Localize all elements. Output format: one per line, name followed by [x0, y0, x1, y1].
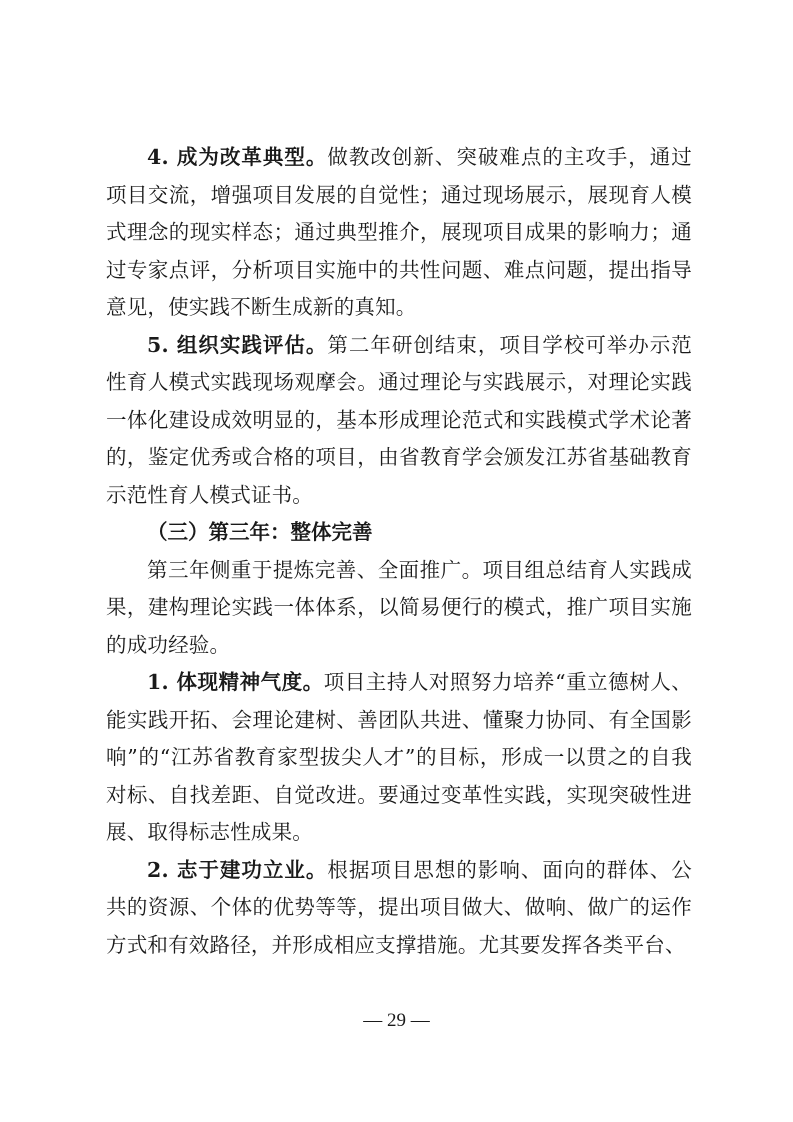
page-content: [106, 139, 692, 964]
page-number: — 29 —: [363, 1010, 430, 1031]
paragraph-third-year-intro: [106, 552, 692, 665]
section-heading-third-year: （三）第三年：整体完善: [147, 520, 373, 544]
paragraph-body: 根据项目思想的影响、面向的群体、公共的资源、个体的优势等等，提出项目做大、做响、做广的运作方式和有效路径，并形成相应支撑措施。尤其要发挥各类平台、: [106, 857, 692, 957]
paragraph-lead: 5. 组织实践评估。: [147, 332, 328, 357]
paragraph-organize-practice-evaluation: [106, 327, 692, 515]
paragraph-embody-spirit: [106, 664, 692, 852]
paragraph-lead: 4. 成为改革典型。: [147, 145, 328, 169]
paragraph-lead: 1. 体现精神气度。: [147, 670, 324, 694]
paragraph-body: 项目主持人对照努力培养“重立德树人、能实践开拓、会理论建树、善团队共进、懂聚力协同、有全国影响”的“江苏省教育家型拔尖人才”的目标，形成一以贯之的自我对标、自找差距、自觉改进。要通过变革性实践，实现突破性进展、取得标志性成果。: [106, 670, 692, 844]
paragraph-become-reform-model: [106, 139, 692, 327]
paragraph-body: 第二年研创结束，项目学校可举办示范性育人模式实践现场观摩会。通过理论与实践展示，对理论实践一体化建设成效明显的，基本形成理论范式和实践模式学术论著的，鉴定优秀或合格的项目，由省教育学会颁发江苏省基础教育示范性育人模式证书。: [106, 332, 692, 507]
paragraph-body: 第三年侧重于提炼完善、全面推广。项目组总结育人实践成果，建构理论实践一体体系，以简易便行的模式，推广项目实施的成功经验。: [106, 557, 692, 657]
paragraph-aim-for-achievement: [106, 852, 692, 965]
paragraph-body: 做教改创新、突破难点的主攻手，通过项目交流，增强项目发展的自觉性；通过现场展示，展现育人模式理念的现实样态；通过典型推介，展现项目成果的影响力；通过专家点评，分析项目实施中的共性问题、难点问题，提出指导意见，使实践不断生成新的真知。: [106, 145, 692, 319]
paragraph-lead: 2. 志于建功立业。: [147, 857, 328, 882]
